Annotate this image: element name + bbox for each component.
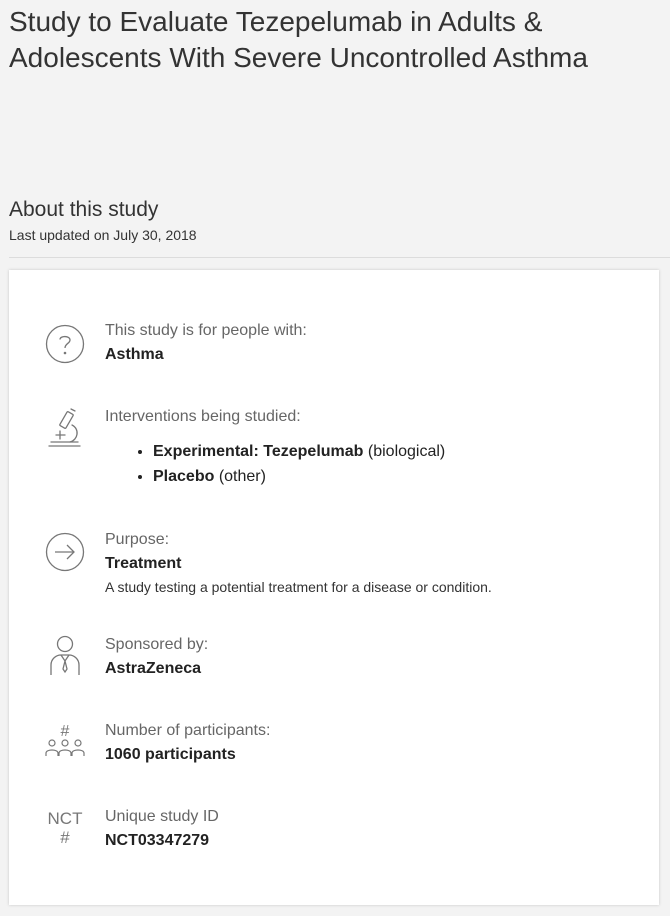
- question-circle-icon: [43, 322, 87, 366]
- intervention-name: Placebo: [153, 468, 215, 485]
- sponsor-label: Sponsored by:: [105, 636, 209, 653]
- intervention-name: Experimental: Tezepelumab: [153, 443, 364, 460]
- study-id-value: NCT03347279: [105, 832, 210, 849]
- participants-icon-hash: #: [60, 723, 70, 740]
- condition-value: Asthma: [105, 346, 164, 363]
- purpose-value: Treatment: [105, 555, 182, 572]
- nct-icon-hash: #: [60, 828, 70, 847]
- participants-label: Number of participants:: [105, 722, 271, 739]
- arrow-circle-icon: [43, 530, 87, 574]
- study-details-card: [9, 270, 659, 905]
- study-id-label: Unique study ID: [105, 808, 219, 825]
- microscope-icon: [43, 406, 87, 450]
- page-title: Study to Evaluate Tezepelumab in Adults & Adolescents With Severe Uncontrolled Asthma: [9, 6, 588, 73]
- list-item: [153, 439, 645, 464]
- interventions-label: Interventions being studied:: [105, 408, 301, 425]
- divider: [9, 257, 670, 258]
- nct-icon-text: NCT: [47, 809, 83, 828]
- purpose-label: Purpose:: [105, 531, 170, 548]
- participants-value: 1060 participants: [105, 746, 236, 763]
- about-heading: About this study: [9, 198, 159, 221]
- interventions-list: [105, 439, 645, 489]
- intervention-type: (other): [218, 468, 266, 485]
- sponsor-value: AstraZeneca: [105, 660, 202, 677]
- purpose-description: A study testing a potential treatment for a disease or condition.: [105, 579, 492, 595]
- person-tie-icon: [43, 634, 87, 678]
- last-updated: Last updated on July 30, 2018: [9, 227, 197, 243]
- list-item: [153, 464, 645, 489]
- nct-hash-icon: [43, 806, 87, 850]
- intervention-type: (biological): [367, 443, 446, 460]
- participants-count-icon: [43, 720, 87, 764]
- condition-label: This study is for people with:: [105, 322, 307, 339]
